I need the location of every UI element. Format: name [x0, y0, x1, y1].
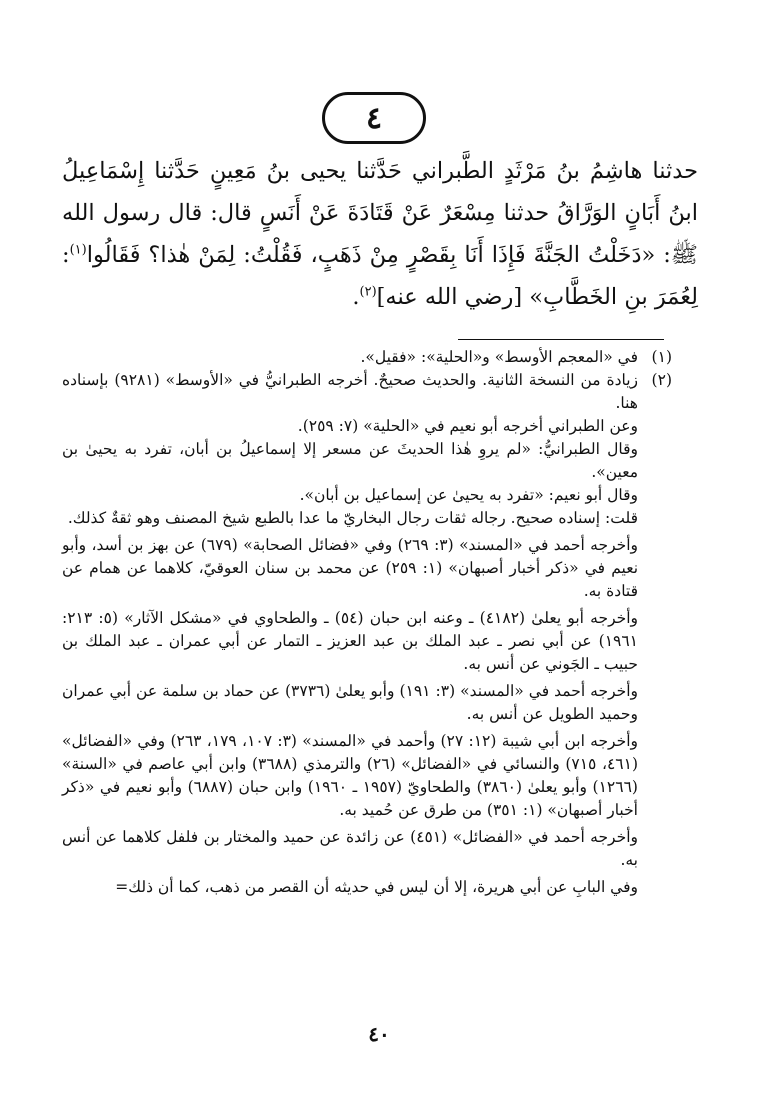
footnote-ref-2: (٢) [359, 284, 377, 300]
footnote-paragraph: في «المعجم الأوسط» و«الحلية»: «فقيل». [360, 348, 638, 366]
hadith-end: . [352, 284, 360, 310]
hadith-number-badge [322, 92, 426, 144]
footnote-paragraph: وأخرجه أبو يعلىٰ (٤١٨٢) ـ وعنه ابن حبان (٥٤) ـ والطحاوي في «مشكل الآثار» (٥: ٢١٣: ١٩٦١) عن أبي نصر ـ عبد الملك بن عبد العزيز ـ التمار عن أبي عمران ـ عبد الملك بن حبيب ـ الجَوني عن أنس به. [62, 609, 638, 673]
footnote-paragraph: وأخرجه ابن أبي شيبة (١٢: ٢٧) وأحمد في «المسند» (٣: ١٠٧، ١٧٩، ٢٦٣) وفي «الفضائل» (٤٦١، ٧١٥) والنسائي في «الفضائل» (٢٦) والترمذي (٣٦٨٨) وابن أبي عاصم في «السنة» (١٢٦٦) وأبو يعلىٰ (٣٨٦٠) والطحاويّ (١٩٥٧ ـ ١٩٦٠) وابن حبان (٦٨٨٧) وأبو نعيم في «ذكر أخبار أصبهان» (١: ٣٥١) من طرق عن حُميد به. [62, 732, 638, 819]
footnote-paragraph: وفي البابِ عن أبي هريرة، إلا أن ليس في حديثه أن القصر من ذهب، كما أن ذلك= [115, 878, 638, 896]
footnote-number: (٢) [651, 371, 672, 389]
footnote-paragraph: وعن الطبراني أخرجه أبو نعيم في «الحلية» (٧: ٢٥٩). [297, 417, 638, 435]
footnotes [62, 346, 672, 899]
footnote-body [62, 346, 638, 369]
page-number: ٤٠ [368, 1022, 390, 1046]
footnote-body [62, 369, 638, 899]
hadith-paragraph [62, 150, 698, 318]
footnote-ref-1: (١) [69, 242, 87, 258]
footnote-paragraph: وقال أبو نعيم: «تفرد به يحيىٰ عن إسماعيل بن أبان». [299, 486, 638, 504]
footnote-number: (١) [651, 348, 672, 366]
footnote-2 [62, 369, 672, 899]
footnote-paragraph: وقال الطبرانيُّ: «لم يروِ هٰذا الحديثَ عن مسعر إلا إسماعيلُ بن أبان، تفرد به يحيىٰ بن معين». [62, 440, 638, 481]
footnote-paragraph: زيادة من النسخة الثانية. والحديث صحيحٌ. أخرجه الطبرانيُّ في «الأوسط» (٩٢٨١) بإسناده هنا. [62, 371, 638, 412]
hadith-number: ٤ [365, 100, 383, 136]
footnote-paragraph: وأخرجه أحمد في «الفضائل» (٤٥١) عن زائدة عن حميد والمختار بن فلفل كلاهما عن أنس به. [62, 828, 638, 869]
hadith-text [62, 150, 698, 318]
footnote-paragraph: قلت: إسناده صحيح. رجاله ثقات رجال البخاريّ ما عدا بالطبع شيخ المصنف وهو ثقةٌ كذلك. [67, 509, 638, 527]
hadith-body-continued: : لِعُمَرَ بنِ الخَطَّابِ» [رضي الله عنه] [62, 242, 698, 310]
footnote-separator [458, 339, 664, 340]
footnote-1 [62, 346, 672, 369]
footnote-paragraph: وأخرجه أحمد في «المسند» (٣: ٢٦٩) وفي «فضائل الصحابة» (٦٧٩) عن بهز بن أسد، وأبو نعيم في «ذكر أخبار أصبهان» (١: ٢٥٩) عن محمد بن سنان العوقيّ، كلاهما عن همام عن قتادة به. [62, 536, 639, 600]
hadith-body: حدثنا هاشِمُ بنُ مَرْثَدٍ الطَّبراني حَدَّثنا يحيى بنُ مَعِينٍ حَدَّثنا إِسْمَاعِيلُ ابنُ أَبَانٍ الوَرَّاقُ حدثنا مِسْعَرٌ عَنْ قَتَادَةَ عَنْ أَنَسٍ قال: قال رسول الله ﷺ: «دَخَلْتُ الجَنَّةَ فَإِذَا أَنَا بِقَصْرٍ مِنْ ذَهَبٍ، فَقُلْتُ: لِمَنْ هٰذا؟ فَقَالُوا [62, 158, 698, 268]
footnote-paragraph: وأخرجه أحمد في «المسند» (٣: ١٩١) وأبو يعلىٰ (٣٧٣٦) عن حماد بن سلمة عن أبي عمران وحميد الطويل عن أنس به. [62, 682, 639, 723]
